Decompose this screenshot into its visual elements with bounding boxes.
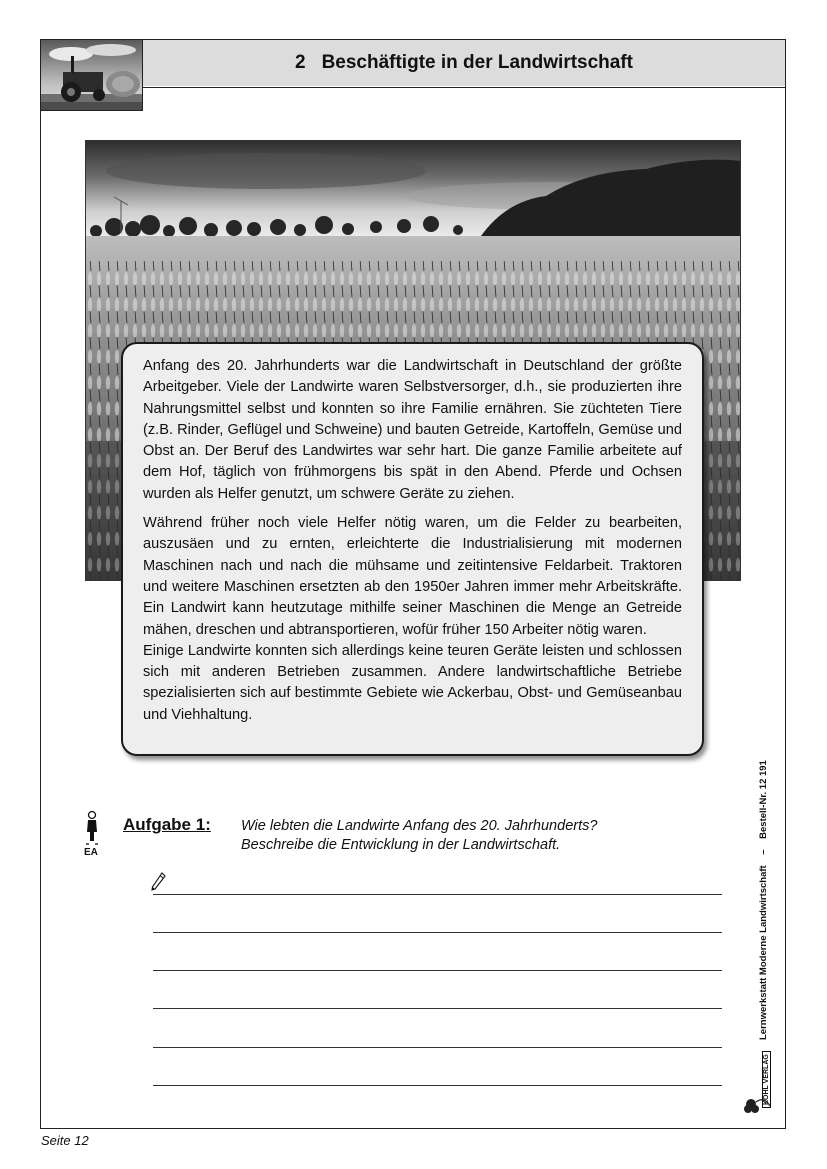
header <box>41 40 785 88</box>
publisher-name: KOHL VERLAG <box>762 1051 771 1108</box>
chapter-title <box>143 40 785 86</box>
task-question-2: Beschreibe die Entwicklung in der Landwirtschaft. <box>241 837 561 853</box>
answer-line-5[interactable] <box>153 1047 722 1048</box>
chapter-number: 2 <box>294 52 306 73</box>
answer-line-2[interactable] <box>153 932 722 933</box>
series-title: Lernwerkstatt Moderne Landwirtschaft <box>758 865 769 1040</box>
tractor-image <box>41 40 143 111</box>
task-label-text: Aufgabe 1 <box>123 815 206 834</box>
chapter-title-text: Beschäftigte in der Landwirtschaft <box>321 52 634 73</box>
answer-line-3[interactable] <box>153 970 722 971</box>
task-instructions <box>241 817 597 855</box>
answer-line-6[interactable] <box>153 1085 722 1086</box>
order-number: Bestell-Nr. 12 191 <box>758 760 769 839</box>
social-form-label: EA <box>84 847 98 858</box>
task-label <box>123 815 211 835</box>
task-label-colon: : <box>205 815 211 834</box>
answer-line-4[interactable] <box>153 1008 722 1009</box>
reading-paragraph-1: Anfang des 20. Jahrhunderts war die Landwirtschaft in Deutschland der größte Arbeitgeber. Viele der Landwirte waren Selbstversorger, d.h., sie produzierten ihre Nahrungsmittel selbst und konnten so ihre Familie ernähren. Sie züchteten Tiere (z.B. Rinder, Geflügel und Schweine) und bauten Getreide, Kartoffeln, Gemüse und Obst an. Der Beruf des Landwirtes war sehr hart. Die ganze Familie arbeitete auf dem Hof, täglich von frühmorgens bis spät in den Abend. Pferde und Ochsen wurden als Helfer genutzt, um schwere Geräte zu ziehen. <box>143 358 682 502</box>
reading-paragraph-2: Während früher noch viele Helfer nötig waren, um die Felder zu bearbeiten, auszusäen und zu ernten, erleichterte die Industrialisierung mit modernen Maschinen nach und nach die mühsame und zeitintensive Feldarbeit. Traktoren und weitere Maschinen ersetzten ab den 1950er Jahren immer mehr Arbeitskräfte. Ein Landwirt kann heutzutage mithilfe seiner Maschinen die Menge an Getreide mähen, dreschen und abtransportieren, wofür früher 150 Arbeiter nötig waren. <box>143 515 682 638</box>
page-number: Seite 12 <box>41 1133 89 1148</box>
reading-text-box <box>121 342 704 756</box>
series-sidebar <box>758 760 769 1040</box>
answer-line-1[interactable] <box>153 894 722 895</box>
tractor-thumbnail <box>41 40 143 111</box>
pencil-icon <box>150 872 166 894</box>
reading-paragraph-3: Einige Landwirte konnten sich allerdings keine teuren Geräte leisten und schlossen sich mit anderen Betrieben zusammen. Andere landwirtschaftliche Betriebe spezialisierten sich auf bestimmte Gebiete wie Ackerbau, Obst- und Gemüseanbau und Viehhaltung. <box>143 642 682 723</box>
task-question-1: Wie lebten die Landwirte Anfang des 20. Jahrhunderts? <box>241 818 598 834</box>
series-separator: – <box>758 849 769 855</box>
